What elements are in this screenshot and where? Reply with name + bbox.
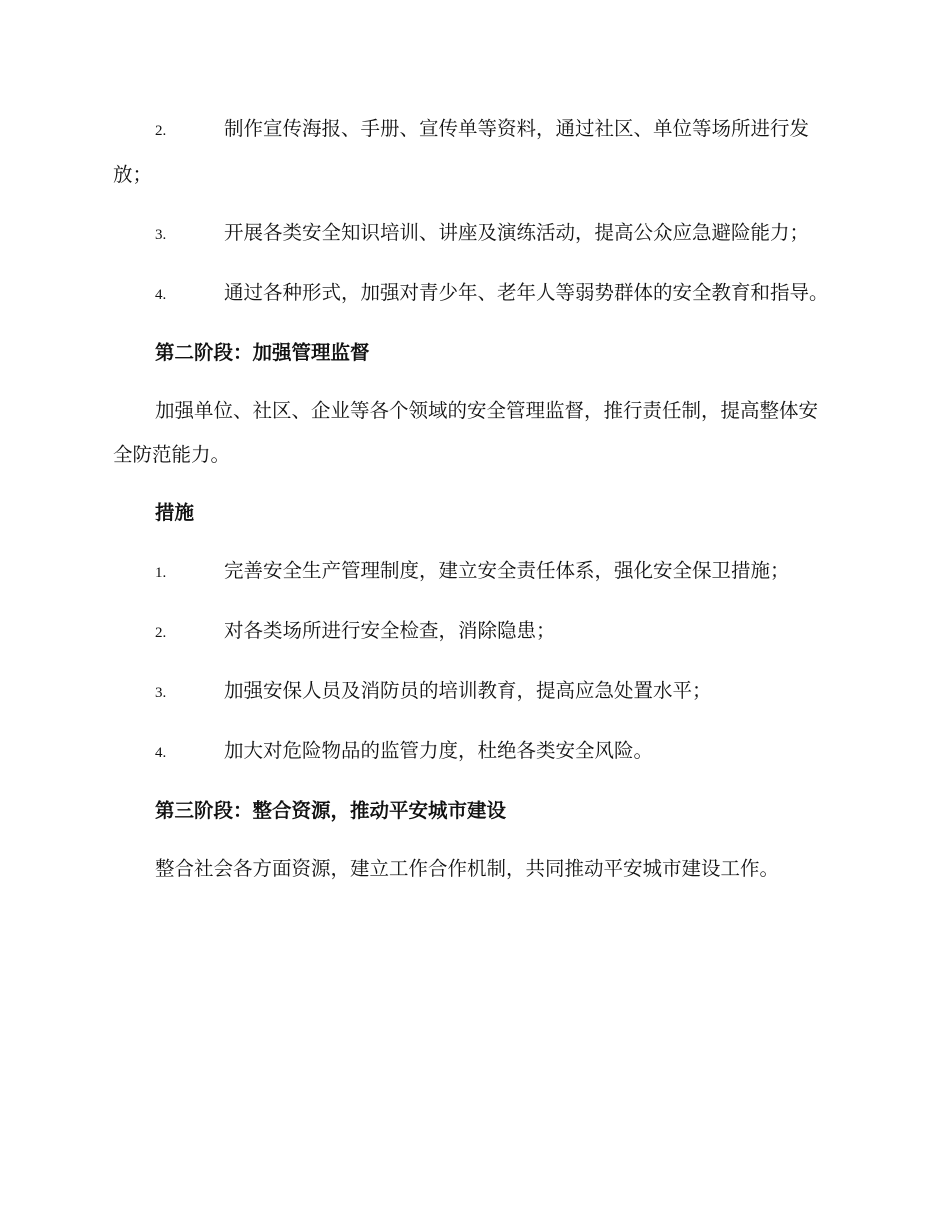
list-item bbox=[113, 107, 833, 197]
list-item-text: 完善安全生产管理制度，建立安全责任体系，强化安全保卫措施； bbox=[224, 559, 790, 582]
list-item-text: 开展各类安全知识培训、讲座及演练活动，提高公众应急避险能力； bbox=[224, 221, 810, 244]
list-item bbox=[113, 271, 833, 317]
list-item-number: 2. bbox=[155, 625, 167, 641]
section-heading: 第二阶段：加强管理监督 bbox=[155, 341, 370, 364]
list-item-text: 通过各种形式，加强对青少年、老年人等弱势群体的安全教育和指导。 bbox=[224, 281, 829, 304]
list-item-number: 4. bbox=[155, 745, 167, 761]
list-item-number: 3. bbox=[155, 227, 167, 243]
list-item bbox=[113, 211, 833, 257]
list-item-number: 3. bbox=[155, 685, 167, 701]
document-page bbox=[113, 107, 833, 905]
paragraph: 加强单位、社区、企业等各个领域的安全管理监督，推行责任制，提高整体安全防范能力。 bbox=[113, 399, 819, 466]
list-item-number: 2. bbox=[155, 123, 167, 139]
list-item-text: 加大对危险物品的监管力度，杜绝各类安全风险。 bbox=[224, 739, 654, 762]
list-item bbox=[113, 729, 833, 775]
list-item bbox=[113, 549, 833, 595]
list-item-text: 制作宣传海报、手册、宣传单等资料，通过社区、单位等场所进行发放； bbox=[113, 117, 810, 186]
paragraph: 整合社会各方面资源，建立工作合作机制，共同推动平安城市建设工作。 bbox=[155, 857, 780, 880]
list-item bbox=[113, 609, 833, 655]
section-heading: 措施 bbox=[155, 501, 195, 524]
list-item bbox=[113, 669, 833, 715]
list-item-number: 1. bbox=[155, 565, 167, 581]
list-item-text: 对各类场所进行安全检查，消除隐患； bbox=[224, 619, 556, 642]
list-item-number: 4. bbox=[155, 287, 167, 303]
list-item-text: 加强安保人员及消防员的培训教育，提高应急处置水平； bbox=[224, 679, 712, 702]
section-heading: 第三阶段：整合资源，推动平安城市建设 bbox=[155, 799, 507, 822]
